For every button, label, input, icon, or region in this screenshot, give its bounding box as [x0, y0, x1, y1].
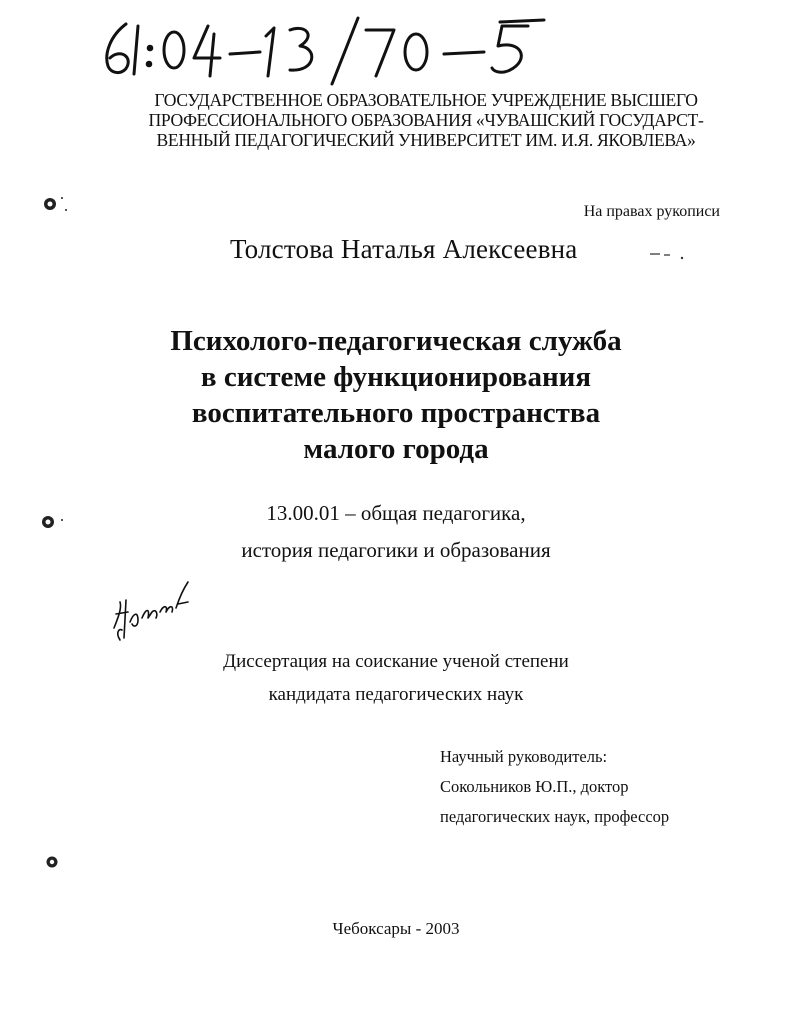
handwritten-catalog-number — [96, 14, 566, 86]
title-line: Психолого-педагогическая служба — [170, 325, 622, 357]
supervisor-line: Научный руководитель: — [440, 747, 608, 766]
institution-line: ГОСУДАРСТВЕННОЕ ОБРАЗОВАТЕЛЬНОЕ УЧРЕЖДЕНИЕ ВЫСШЕГО — [154, 90, 698, 110]
author-name: Толстова Наталья Алексеевна — [230, 234, 578, 264]
specialty-line: 13.00.01 – общая педагогика, — [266, 501, 526, 525]
institution-header — [110, 90, 742, 150]
title-line: малого города — [303, 433, 489, 465]
specialty-code — [0, 495, 792, 569]
specialty-line: история педагогики и образования — [241, 538, 551, 562]
scan-speck — [648, 250, 688, 262]
title-line: воспитательного пространства — [191, 397, 601, 429]
dissertation-title — [0, 323, 792, 467]
degree-statement — [0, 645, 792, 711]
supervisor-block — [440, 742, 669, 832]
degree-line: кандидата педагогических наук — [268, 684, 524, 705]
punch-hole-mark — [40, 848, 70, 878]
institution-line: ПРОФЕССИОНАЛЬНОГО ОБРАЗОВАНИЯ «ЧУВАШСКИЙ ГОСУДАРСТ- — [148, 110, 704, 130]
supervisor-line: педагогических наук, профессор — [440, 807, 670, 826]
supervisor-line: Сокольников Ю.П., доктор — [440, 777, 629, 796]
handwritten-signature — [108, 578, 194, 648]
title-line: в системе функционирования — [200, 361, 592, 393]
punch-hole-mark — [36, 192, 72, 222]
degree-line: Диссертация на соискание ученой степени — [223, 651, 569, 672]
rights-note: На правах рукописи — [583, 203, 720, 220]
handwritten-number-text — [96, 14, 566, 86]
city-year: Чебоксары - 2003 — [332, 919, 460, 938]
institution-line: ВЕННЫЙ ПЕДАГОГИЧЕСКИЙ УНИВЕРСИТЕТ ИМ. И.Я. ЯКОВЛЕВА» — [156, 130, 696, 150]
